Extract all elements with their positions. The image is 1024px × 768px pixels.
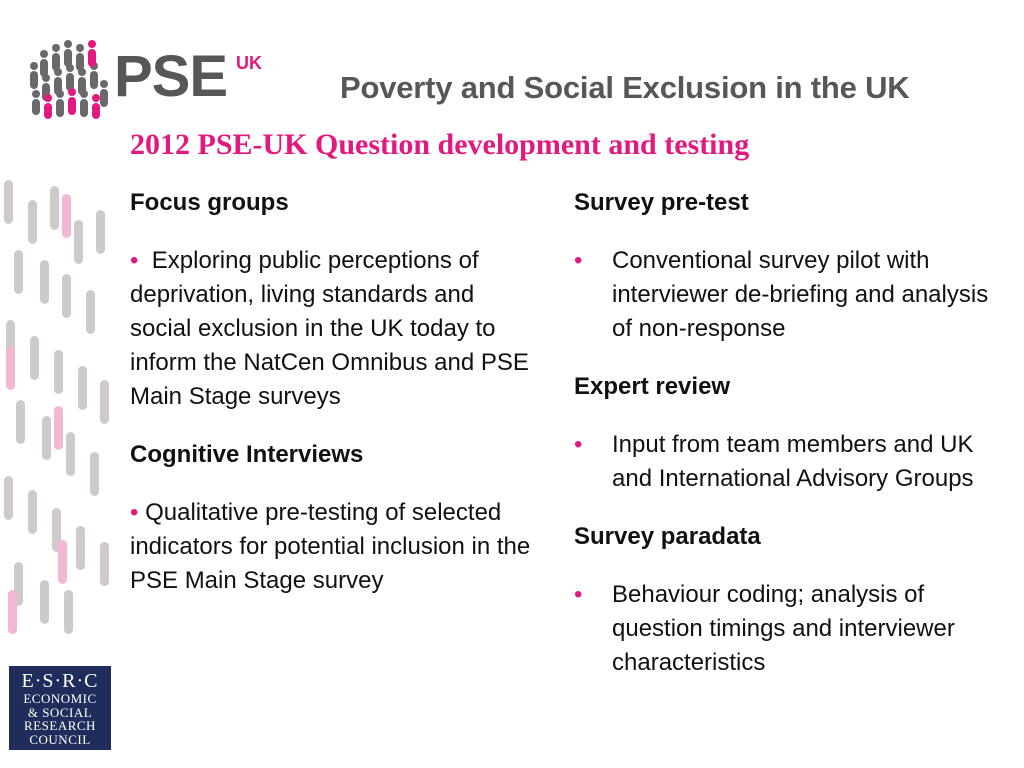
section-heading-cognitive-interviews: Cognitive Interviews bbox=[130, 441, 364, 468]
section-heading-focus-groups: Focus groups bbox=[130, 189, 289, 216]
section-text-focus-groups bbox=[130, 244, 540, 414]
expert-review-description: Input from team members and UK and International Advisory Groups bbox=[612, 431, 974, 492]
slide-title: 2012 PSE-UK Question development and testing bbox=[130, 128, 750, 161]
esrc-logo bbox=[9, 666, 111, 750]
survey-pre-test-description: Conventional survey pilot with interviewer de-briefing and analysis of non-response bbox=[612, 247, 989, 342]
list-item bbox=[574, 578, 1014, 680]
logo-superscript: UK bbox=[236, 53, 262, 73]
header-title: Poverty and Social Exclusion in the UK bbox=[340, 70, 910, 105]
section-heading-survey-paradata: Survey paradata bbox=[574, 523, 761, 550]
survey-paradata-description: Behaviour coding; analysis of question timings and interviewer characteristics bbox=[612, 581, 955, 676]
bullet-icon: • bbox=[130, 247, 139, 274]
esrc-line: ECONOMIC bbox=[23, 691, 97, 706]
bullet-icon: • bbox=[574, 581, 583, 608]
bullet-icon: • bbox=[574, 247, 583, 274]
esrc-line: RESEARCH bbox=[24, 718, 96, 733]
esrc-acronym: E·S·R·C bbox=[21, 670, 99, 692]
section-text-cognitive-interviews bbox=[130, 496, 540, 598]
bullet-list bbox=[574, 428, 1014, 496]
section-heading-survey-pre-test: Survey pre-test bbox=[574, 189, 749, 216]
section-heading-expert-review: Expert review bbox=[574, 373, 731, 400]
logo-wordmark: PSE bbox=[114, 44, 228, 109]
esrc-line: & SOCIAL bbox=[27, 704, 93, 720]
pse-uk-logo bbox=[24, 36, 274, 122]
list-item bbox=[574, 244, 1014, 346]
bullet-list bbox=[574, 578, 1014, 680]
list-item bbox=[574, 428, 1014, 496]
left-column bbox=[130, 186, 540, 622]
bullet-list bbox=[574, 244, 1014, 346]
right-column bbox=[574, 186, 1014, 704]
people-cluster-icon bbox=[24, 36, 116, 122]
focus-groups-description: Exploring public perceptions of deprivation, living standards and social exclusion in the UK today to inform the NatCen Omnibus and PSE Main Stage surveys bbox=[130, 247, 529, 410]
esrc-line: COUNCIL bbox=[29, 731, 91, 747]
bullet-icon: • bbox=[130, 499, 139, 526]
cognitive-interviews-description: Qualitative pre-testing of selected indicators for potential inclusion in the PSE Main Stage survey bbox=[130, 499, 531, 594]
bullet-icon: • bbox=[574, 431, 583, 458]
people-silhouettes-decoration bbox=[0, 170, 120, 640]
